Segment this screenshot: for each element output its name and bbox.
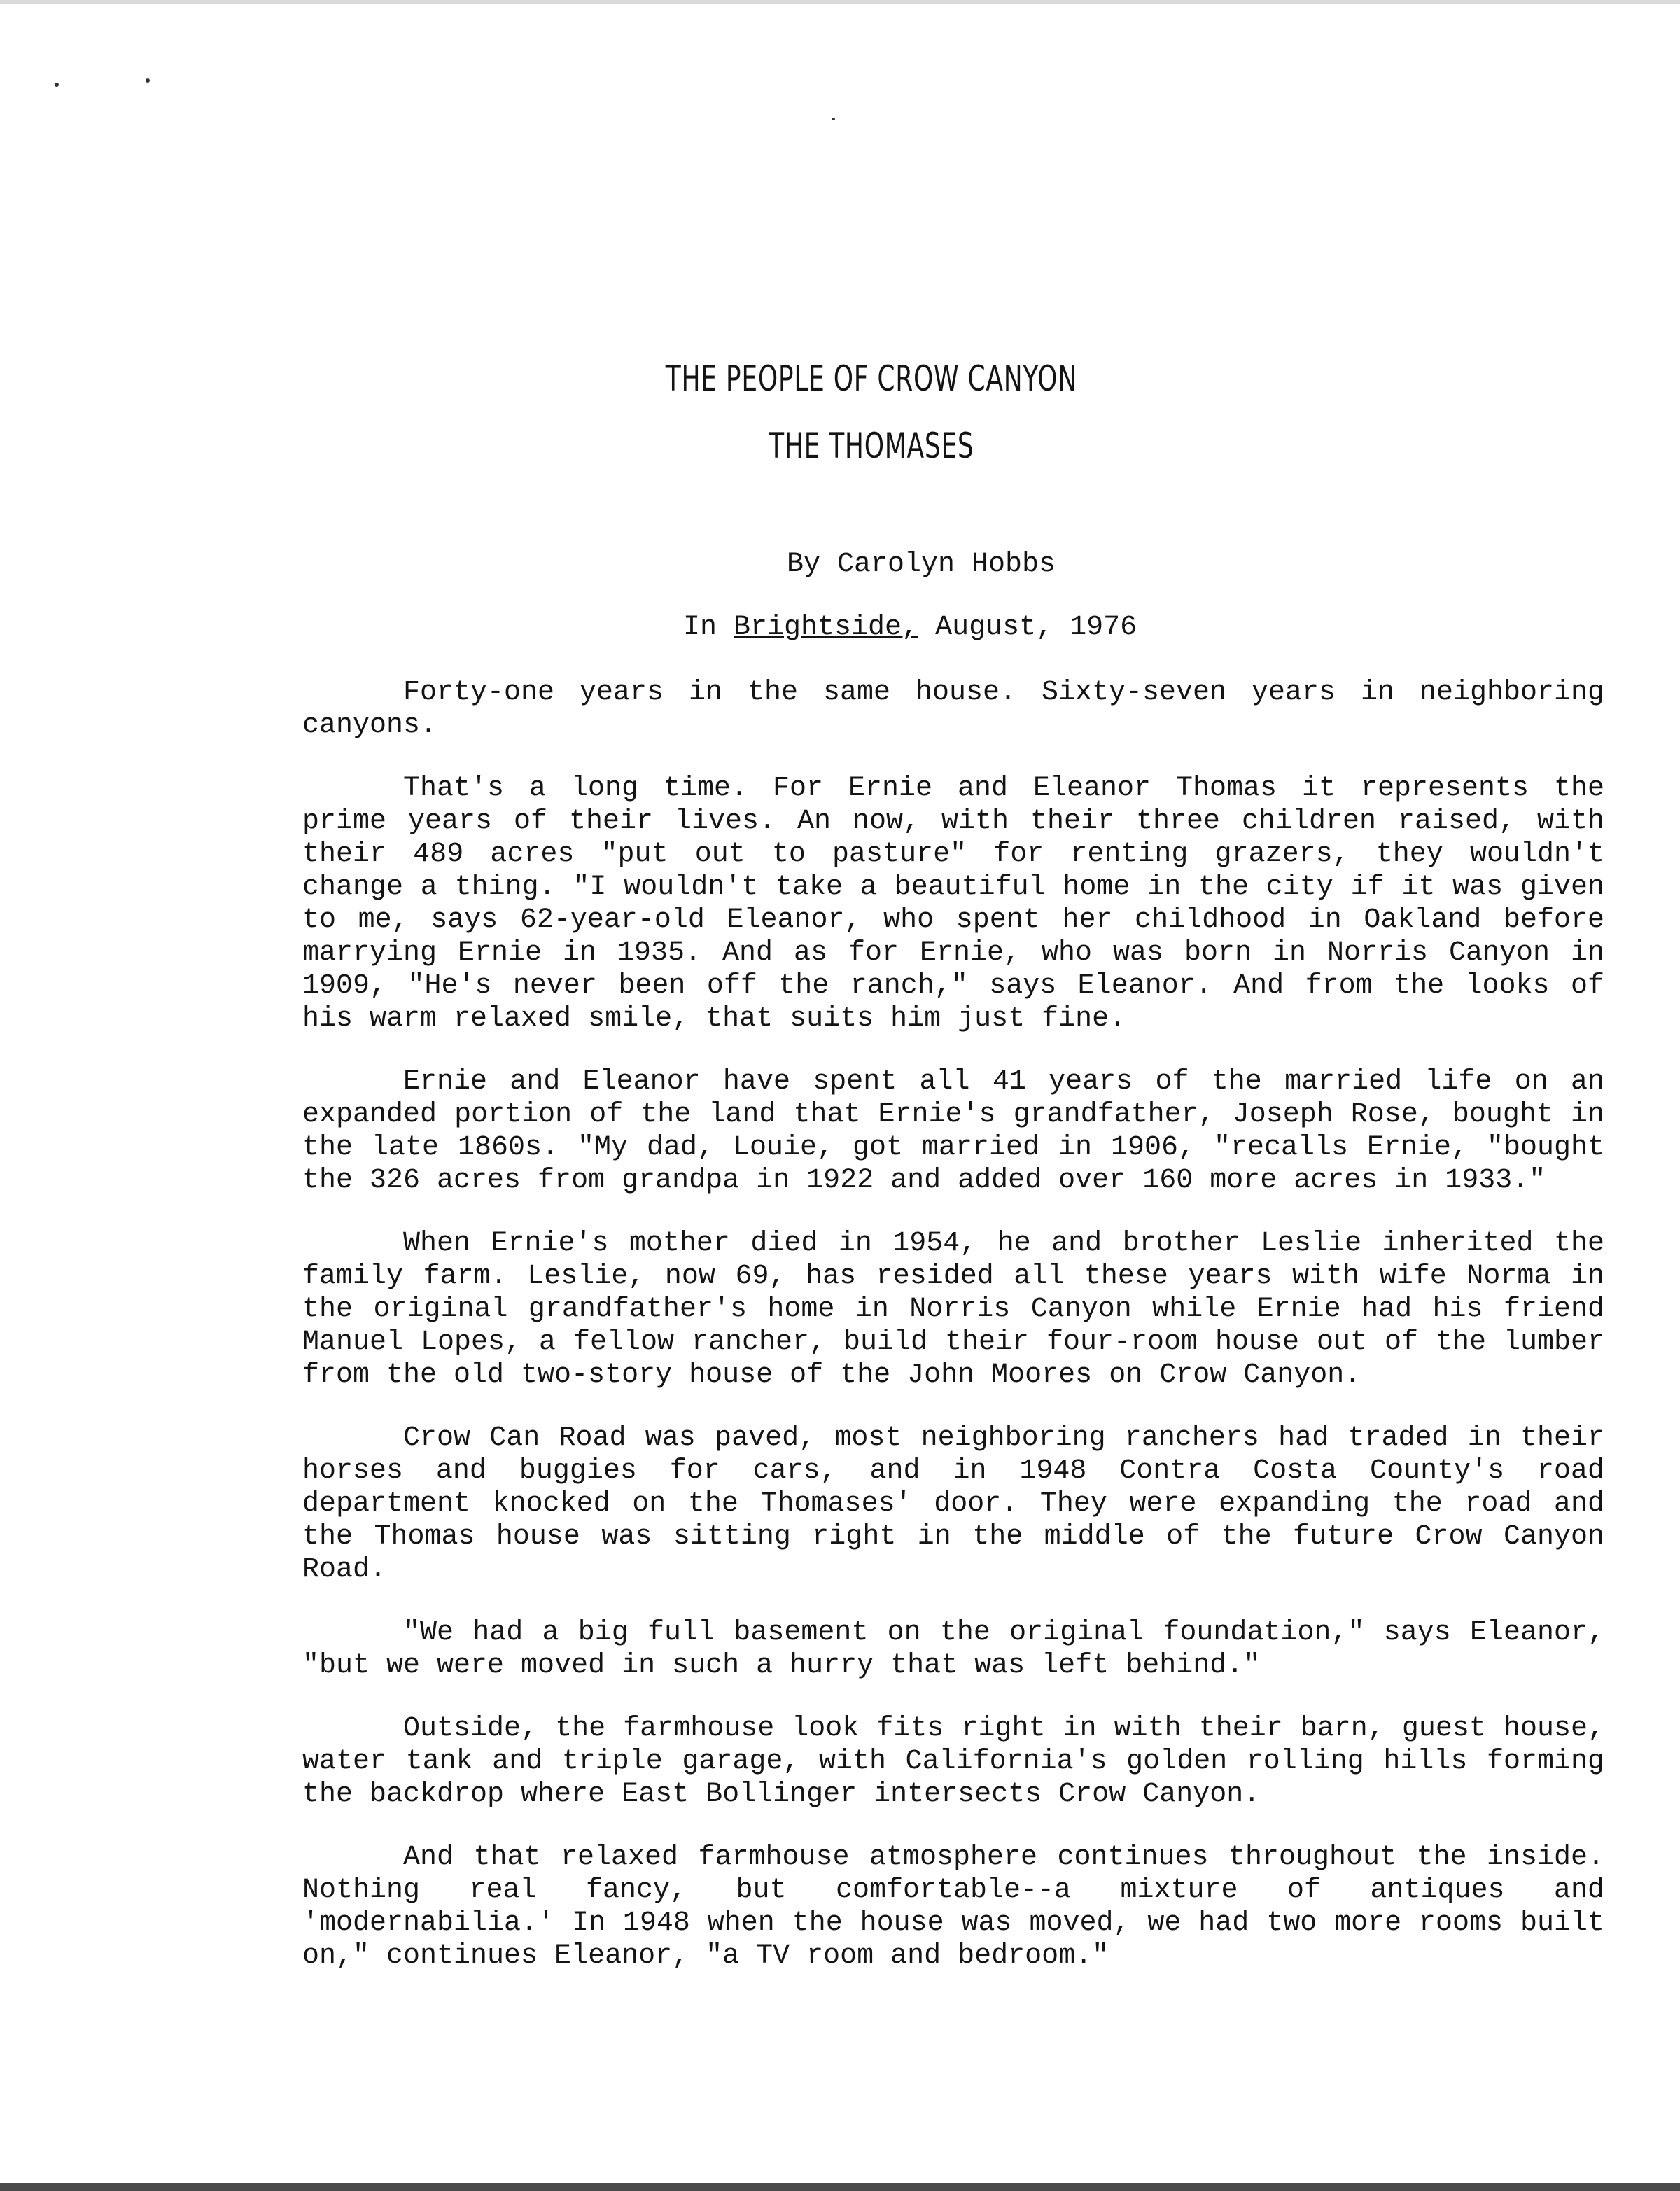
- publication-name: Brightside,: [734, 612, 919, 643]
- source-line: [683, 612, 1137, 643]
- paragraph: When Ernie's mother died in 1954, he and brother Leslie inherited the family farm. Leslie, now 69, has resided all these years with wife Norma in the original grandfather's home in Norris Canyon while Ernie had his friend Manuel Lopes, a fellow rancher, build their four-room house out of the lumber from the old two-story house of the John Moores on Crow Canyon.: [302, 1228, 1604, 1391]
- paragraph: That's a long time. For Ernie and Eleanor Thomas it represents the prime years of their lives. An now, with their three children raised, with their 489 acres "put out to pasture" for renting grazers, they wouldn't change a thing. "I wouldn't take a beautiful home in the city if it was given to me, says 62-year-old Eleanor, who spent her childhood in Oakland before marrying Ernie in 1935. And as for Ernie, who was born in Norris Canyon in 1909, "He's never been off the ranch," says Eleanor. And from the looks of his warm relaxed smile, that suits him just fine.: [302, 773, 1604, 1035]
- scan-speck: [146, 78, 150, 83]
- paragraph: Outside, the farmhouse look fits right in with their barn, guest house, water tank and triple garage, with California's golden rolling hills forming the backdrop where East Bollinger intersects Crow Canyon.: [302, 1713, 1604, 1810]
- byline: By Carolyn Hobbs: [787, 549, 1056, 580]
- paragraph: And that relaxed farmhouse atmosphere continues throughout the inside. Nothing real fancy, but comfortable--a mixture of antiques and 'modernabilia.' In 1948 when the house was moved, we had two more rooms built on," continues Eleanor, "a TV room and bedroom.": [302, 1842, 1604, 1972]
- paragraph: Ernie and Eleanor have spent all 41 years of the married life on an expanded portion of the land that Ernie's grandfather, Joseph Rose, bought in the late 1860s. "My dad, Louie, got married in 1906, "recalls Ernie, "bought the 326 acres from grandpa in 1922 and added over 160 more acres in 1933.": [302, 1066, 1604, 1196]
- source-prefix: In: [683, 612, 734, 643]
- scan-speck: [55, 83, 59, 87]
- article-subtitle: THE THOMASES: [769, 426, 974, 466]
- paragraph: Forty-one years in the same house. Sixty-seven years in neighboring canyons.: [302, 677, 1604, 741]
- article-body: [302, 676, 1604, 2003]
- source-date: August, 1976: [918, 612, 1138, 643]
- paragraph: "We had a big full basement on the original foundation," says Eleanor, "but we were moved in such a hurry that was left behind.": [302, 1617, 1604, 1681]
- scan-bottom-edge: [0, 2183, 1680, 2191]
- article-title: THE PEOPLE OF CROW CANYON: [665, 358, 1077, 399]
- scan-top-edge: [0, 0, 1680, 4]
- paragraph: Crow Can Road was paved, most neighboring ranchers had traded in their horses and buggies for cars, and in 1948 Contra Costa County's road department knocked on the Thomases' door. They were expanding the road and the Thomas house was sitting right in the middle of the future Crow Canyon Road.: [302, 1422, 1604, 1586]
- scan-speck: [832, 118, 835, 120]
